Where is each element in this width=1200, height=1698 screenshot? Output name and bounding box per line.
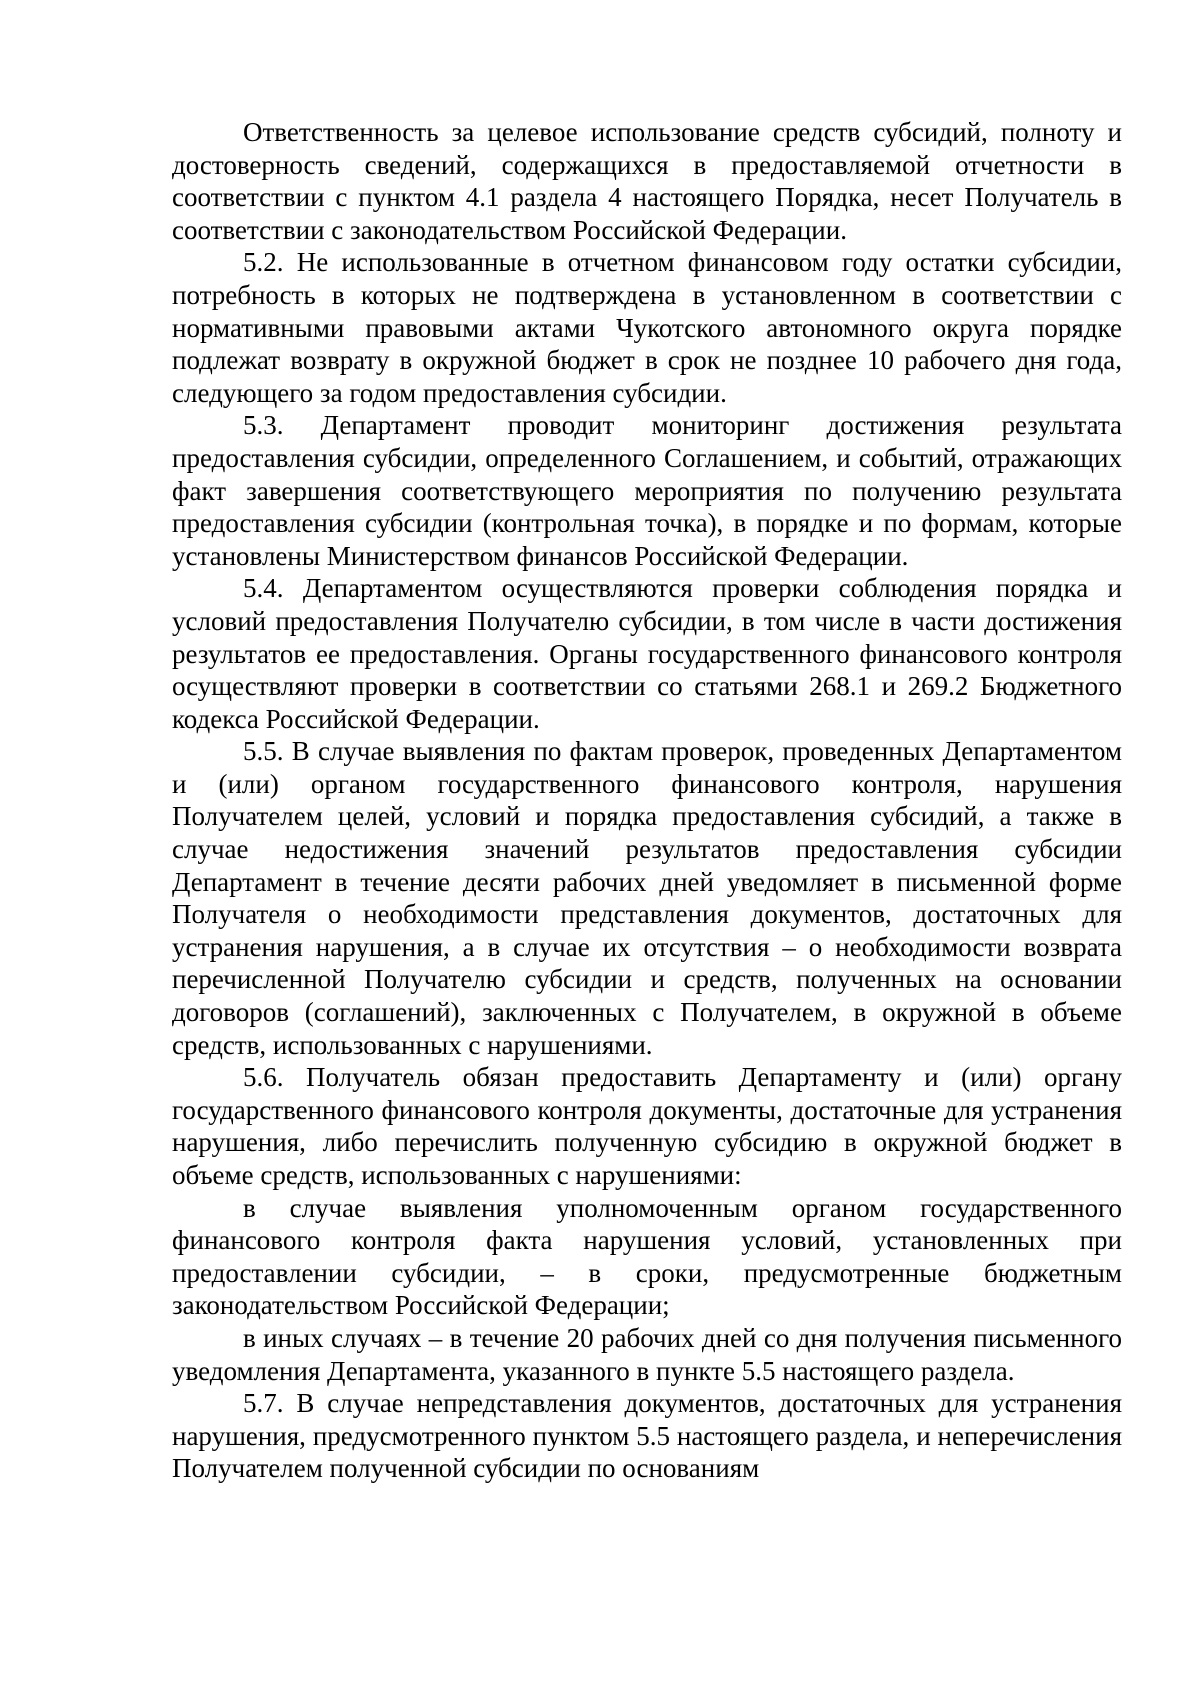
paragraph-5-7: 5.7. В случае непредставления документов, достаточных для устранения нарушения, предусмотренного пунктом 5.5 настоящего раздела, и неперечисления Получателем полученной субсидии по основаниям <box>172 1388 1122 1484</box>
paragraph-5-6: 5.6. Получатель обязан предоставить Департаменту и (или) органу государственного финансового контроля документы, достаточные для устранения нарушения, либо перечислить полученную субсидию в окружной бюджет в объеме средств, использованных с нарушениями: <box>172 1062 1122 1190</box>
paragraph-5-4: 5.4. Департаментом осуществляются проверки соблюдения порядка и условий предоставления Получателю субсидии, в том числе в части достижения результатов ее предоставления. Органы государственного финансового контроля осуществляют проверки в соответствии со статьями 268.1 и 269.2 Бюджетного кодекса Российской Федерации. <box>172 573 1122 734</box>
paragraph-5-3: 5.3. Департамент проводит мониторинг достижения результата предоставления субсидии, определенного Соглашением, и событий, отражающих факт завершения соответствующего мероприятия по получению результата предоставления субсидии (контрольная точка), в порядке и по формам, которые установлены Министерством финансов Российской Федерации. <box>172 410 1122 571</box>
paragraph-5-2: 5.2. Не использованные в отчетном финансовом году остатки субсидии, потребность в которых не подтверждена в установленном в соответствии с нормативными правовыми актами Чукотского автономного округа порядке подлежат возврату в окружной бюджет в срок не позднее 10 рабочего дня года, следующего за годом предоставления субсидии. <box>172 247 1122 408</box>
paragraph-responsibility: Ответственность за целевое использование средств субсидий, полноту и достоверность сведений, содержащихся в предоставляемой отчетности в соответствии с пунктом 4.1 раздела 4 настоящего Порядка, несет Получатель в соответствии с законодательством Российской Федерации. <box>172 117 1122 245</box>
document-page <box>172 116 1122 1485</box>
paragraph-5-5: 5.5. В случае выявления по фактам проверок, проведенных Департаментом и (или) органом государственного финансового контроля, нарушения Получателем целей, условий и порядка предоставления субсидий, а также в случае недостижения значений результатов предоставления субсидии Департамент в течение десяти рабочих дней уведомляет в письменной форме Получателя о необходимости представления документов, достаточных для устранения нарушения, а в случае их отсутствия – о необходимости возврата перечисленной Получателю субсидии и средств, полученных на основании договоров (соглашений), заключенных с Получателем, в окружной в объеме средств, использованных с нарушениями. <box>172 736 1122 1060</box>
paragraph-5-6-case-2: в иных случаях – в течение 20 рабочих дней со дня получения письменного уведомления Департамента, указанного в пункте 5.5 настоящего раздела. <box>172 1322 1122 1386</box>
paragraph-5-6-case-1: в случае выявления уполномоченным органом государственного финансового контроля факта нарушения условий, установленных при предоставлении субсидии, – в сроки, предусмотренные бюджетным законодательством Российской Федерации; <box>172 1192 1122 1321</box>
